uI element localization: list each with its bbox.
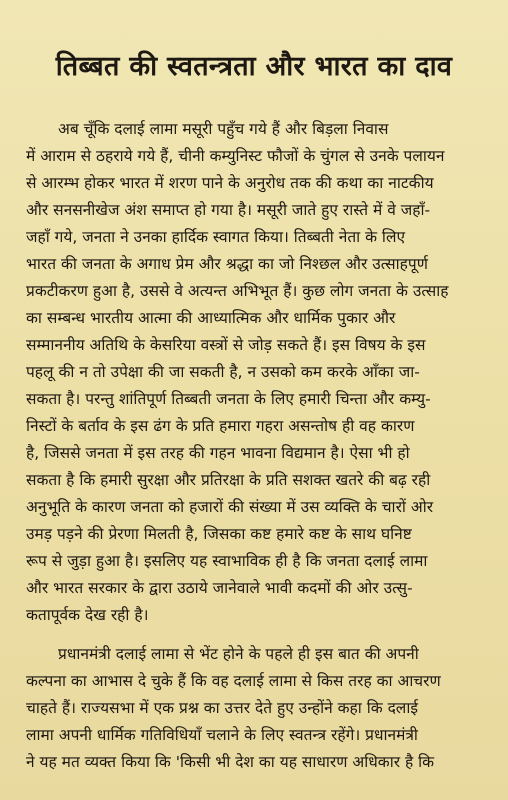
text-line: प्रधानमंत्री दलाई लामा से भेंट होने के पहले ही इस बात की अपनी <box>58 645 419 663</box>
text-line: सकता है। परन्तु शांतिपूर्ण तिब्बती जनता के लिए हमारी चिन्ता और कम्यु- <box>26 390 431 408</box>
text-line: निस्टों के बर्ताव के इस ढंग के प्रति हमारा गहरा असन्तोष ही वह कारण <box>26 417 415 435</box>
text-line: लामा अपनी धार्मिक गतिविधियाँ चलाने के लिए स्वतन्त्र रहेंगे। प्रधानमंत्री <box>26 726 418 744</box>
text-line: कतापूर्वक देख रही है। <box>26 606 149 624</box>
body-text <box>26 116 482 776</box>
text-line: है, जिससे जनता में इस तरह की गहन भावना विद्यमान है। ऐसा भी हो <box>26 444 410 462</box>
paragraph <box>26 116 482 629</box>
text-line: में आराम से ठहराये गये हैं, चीनी कम्युनिस्ट फौजों के चुंगल से उनके पलायन <box>26 147 445 165</box>
text-line: अब चूँकि दलाई लामा मसूरी पहुँच गये हैं और बिड़ला निवास <box>58 120 389 138</box>
text-line: चाहते हैं। राज्यसभा में एक प्रश्न का उत्तर देते हुए उन्होंने कहा कि दलाई <box>26 699 418 717</box>
text-line: सकता है कि हमारी सुरक्षा और प्रतिरक्षा के प्रति सशक्त खतरे की बढ़ रही <box>26 471 431 489</box>
text-line: और सनसनीखेज अंश समाप्त हो गया है। मसूरी जाते हुए रास्ते में वे जहाँ- <box>26 201 431 219</box>
text-line: और भारत सरकार के द्वारा उठाये जानेवाले भावी कदमों की ओर उत्सु- <box>26 579 413 597</box>
text-line: से आरम्भ होकर भारत में शरण पाने के अनुरोध तक की कथा का नाटकीय <box>26 174 434 192</box>
text-line: उमड़ पड़ने की प्रेरणा मिलती है, जिसका कष्ट हमारे कष्ट के साथ घनिष्ट <box>26 525 412 543</box>
text-line: का सम्बन्ध भारतीय आत्मा की आध्यात्मिक और धार्मिक पुकार और <box>26 309 396 327</box>
text-line: पहलू की न तो उपेक्षा की जा सकती है, न उसको कम करके आँका जा- <box>26 363 420 381</box>
text-line: जहाँ गये, जनता ने उनका हार्दिक स्वागत किया। तिब्बती नेता के लिए <box>26 228 406 246</box>
paragraph <box>26 641 482 776</box>
text-line: भारत की जनता के अगाध प्रेम और श्रद्धा का जो निश्छल और उत्साहपूर्ण <box>26 255 428 273</box>
text-line: रूप से जुड़ा हुआ है। इसलिए यह स्वाभाविक ही है कि जनता दलाई लामा <box>26 552 428 570</box>
text-line: सम्माननीय अतिथि के केसरिया वस्त्रों से जोड़ सकते हैं। इस विषय के इस <box>26 336 426 354</box>
text-line: अनुभूति के कारण जनता को हजारों की संख्या में उस व्यक्ति के चारों ओर <box>26 498 434 516</box>
text-line: कल्पना का आभास दे चुके हैं कि वह दलाई लामा से किस तरह का आचरण <box>26 672 441 690</box>
text-line: प्रकटीकरण हुआ है, उससे वे अत्यन्त अभिभूत हैं। कुछ लोग जनता के उत्साह <box>26 282 449 300</box>
text-line: ने यह मत व्यक्त किया कि 'किसी भी देश का यह साधारण अधिकार है कि <box>26 753 435 771</box>
page-title: तिब्बत की स्वतन्त्रता और भारत का दाव <box>55 51 453 82</box>
